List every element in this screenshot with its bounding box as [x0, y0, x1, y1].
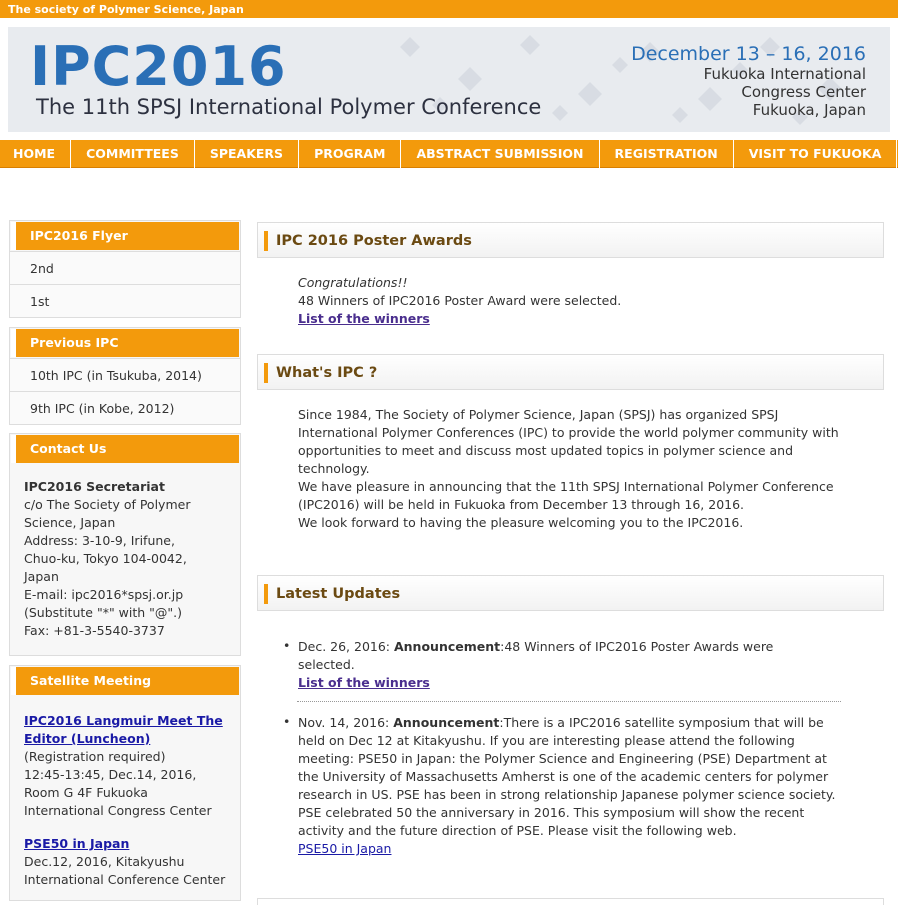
main-nav	[0, 140, 898, 168]
nav-committees[interactable]: COMMITTEES	[71, 140, 195, 168]
awards-text: 48 Winners of IPC2016 Poster Award were selected.	[298, 293, 622, 308]
contact-line: c/o The Society of Polymer	[24, 497, 191, 512]
conference-dates: December 13 – 16, 2016	[631, 43, 866, 65]
conference-logo-title: IPC2016	[30, 35, 287, 98]
whats-heading: What's IPC ?	[276, 365, 378, 381]
venue-line: Fukuoka, Japan	[752, 101, 866, 119]
contact-body	[10, 464, 240, 650]
satellite-line: (Registration required)	[24, 749, 166, 764]
satellite-line: 12:45-13:45, Dec.14, 2016,	[24, 767, 197, 782]
satellite-body	[10, 696, 240, 899]
update-text: :There is a IPC2016 satellite symposium that will be held on Dec 12 at Kitakyushu. If you are interesting please attend the following meeting: PSE50 in Japan: the Polymer Science and Engineering (PSE) Department at the University of Massachusetts Amherst is one of the academic centers for polymer research in US. PSE has been in strong relationship Japanese polymer science society. PSE celebrated 50 the anniversary in 2016. This symposium will show the recent activity and the future direction of PSE. Please visit the following web.	[298, 715, 836, 838]
update-label: Announcement	[393, 639, 501, 654]
satellite-line: Room G 4F Fukuoka	[24, 785, 148, 800]
update-item	[298, 638, 828, 692]
whats-paragraph: We look forward to having the pleasure welcoming you to the IPC2016.	[298, 515, 744, 530]
contact-email: E-mail: ipc2016*spsj.or.jp	[24, 587, 184, 602]
awards-winners-link[interactable]: List of the winners	[298, 311, 430, 326]
nav-home[interactable]: HOME	[0, 140, 71, 168]
sidebar-previous-ipc	[9, 327, 241, 425]
sidebar-flyer	[9, 220, 241, 318]
update-item	[298, 714, 838, 858]
pse50-link[interactable]: PSE50 in Japan	[24, 836, 130, 851]
contact-name: IPC2016 Secretariat	[24, 479, 165, 494]
previous-ipc-9th[interactable]: 9th IPC (in Kobe, 2012)	[10, 391, 240, 424]
satellite-heading: Satellite Meeting	[11, 667, 239, 695]
whats-paragraph: Since 1984, The Society of Polymer Science, Japan (SPSJ) has organized SPSJ International Polymer Conferences (IPC) to provide the world polymer community with opportunities to meet and discuss most updated topics in polymer science and technology.	[298, 407, 839, 476]
update-date: Nov. 14, 2016:	[298, 715, 394, 730]
updates-heading: Latest Updates	[276, 586, 401, 602]
nav-program[interactable]: PROGRAM	[299, 140, 401, 168]
satellite-line: Dec.12, 2016, Kitakyushu	[24, 854, 185, 869]
whats-paragraph: We have pleasure in announcing that the 11th SPSJ International Polymer Conference (IPC2016) will be held in Fukuoka from December 13 through 16, 2016.	[298, 479, 834, 512]
awards-heading: IPC 2016 Poster Awards	[276, 233, 472, 249]
awards-congrats: Congratulations!!	[298, 275, 408, 290]
update-label: Announcement	[393, 715, 500, 730]
contact-line: Chuo-ku, Tokyo 104-0042,	[24, 551, 187, 566]
update-pse50-link[interactable]: PSE50 in Japan	[298, 841, 392, 856]
satellite-line: International Congress Center	[24, 803, 212, 818]
next-section-box	[257, 898, 884, 905]
divider	[297, 701, 841, 702]
satellite-line: International Conference Center	[24, 872, 226, 887]
previous-ipc-heading: Previous IPC	[11, 329, 239, 357]
conference-subtitle: The 11th SPSJ International Polymer Conference	[36, 95, 542, 119]
previous-ipc-10th[interactable]: 10th IPC (in Tsukuba, 2014)	[10, 358, 240, 391]
header-banner	[8, 27, 890, 132]
venue-line: Congress Center	[741, 83, 866, 101]
venue-line: Fukuoka International	[703, 65, 866, 83]
whats-body	[298, 406, 843, 532]
contact-line: (Substitute "*" with "@".)	[24, 605, 183, 620]
contact-heading: Contact Us	[11, 435, 239, 463]
nav-abstract-submission[interactable]: ABSTRACT SUBMISSION	[401, 140, 599, 168]
update-winners-link[interactable]: List of the winners	[298, 675, 430, 690]
society-name: The society of Polymer Science, Japan	[8, 3, 244, 16]
update-date: Dec. 26, 2016:	[298, 639, 394, 654]
awards-body	[298, 274, 858, 328]
langmuir-link[interactable]: IPC2016 Langmuir Meet The Editor (Luncheon)	[24, 713, 223, 746]
updates-heading-box	[257, 575, 884, 611]
nav-registration[interactable]: REGISTRATION	[600, 140, 734, 168]
bullet: •	[283, 638, 291, 653]
nav-visit-to-fukuoka[interactable]: VISIT TO FUKUOKA	[734, 140, 898, 168]
whats-heading-box	[257, 354, 884, 390]
top-bar	[0, 0, 898, 18]
flyer-item-1st[interactable]: 1st	[10, 284, 240, 317]
sidebar-contact	[9, 433, 241, 656]
contact-line: Science, Japan	[24, 515, 116, 530]
conference-venue	[704, 65, 866, 119]
nav-speakers[interactable]: SPEAKERS	[195, 140, 299, 168]
bullet: •	[283, 714, 291, 729]
contact-line: Address: 3-10-9, Irifune,	[24, 533, 175, 548]
awards-heading-box	[257, 222, 884, 258]
sidebar-satellite	[9, 665, 241, 901]
flyer-heading: IPC2016 Flyer	[11, 222, 239, 250]
update-text: :48 Winners of IPC2016 Poster Awards were selected.	[298, 639, 774, 672]
flyer-item-2nd[interactable]: 2nd	[10, 251, 240, 284]
contact-fax: Fax: +81-3-5540-3737	[24, 623, 165, 638]
contact-line: Japan	[24, 569, 59, 584]
